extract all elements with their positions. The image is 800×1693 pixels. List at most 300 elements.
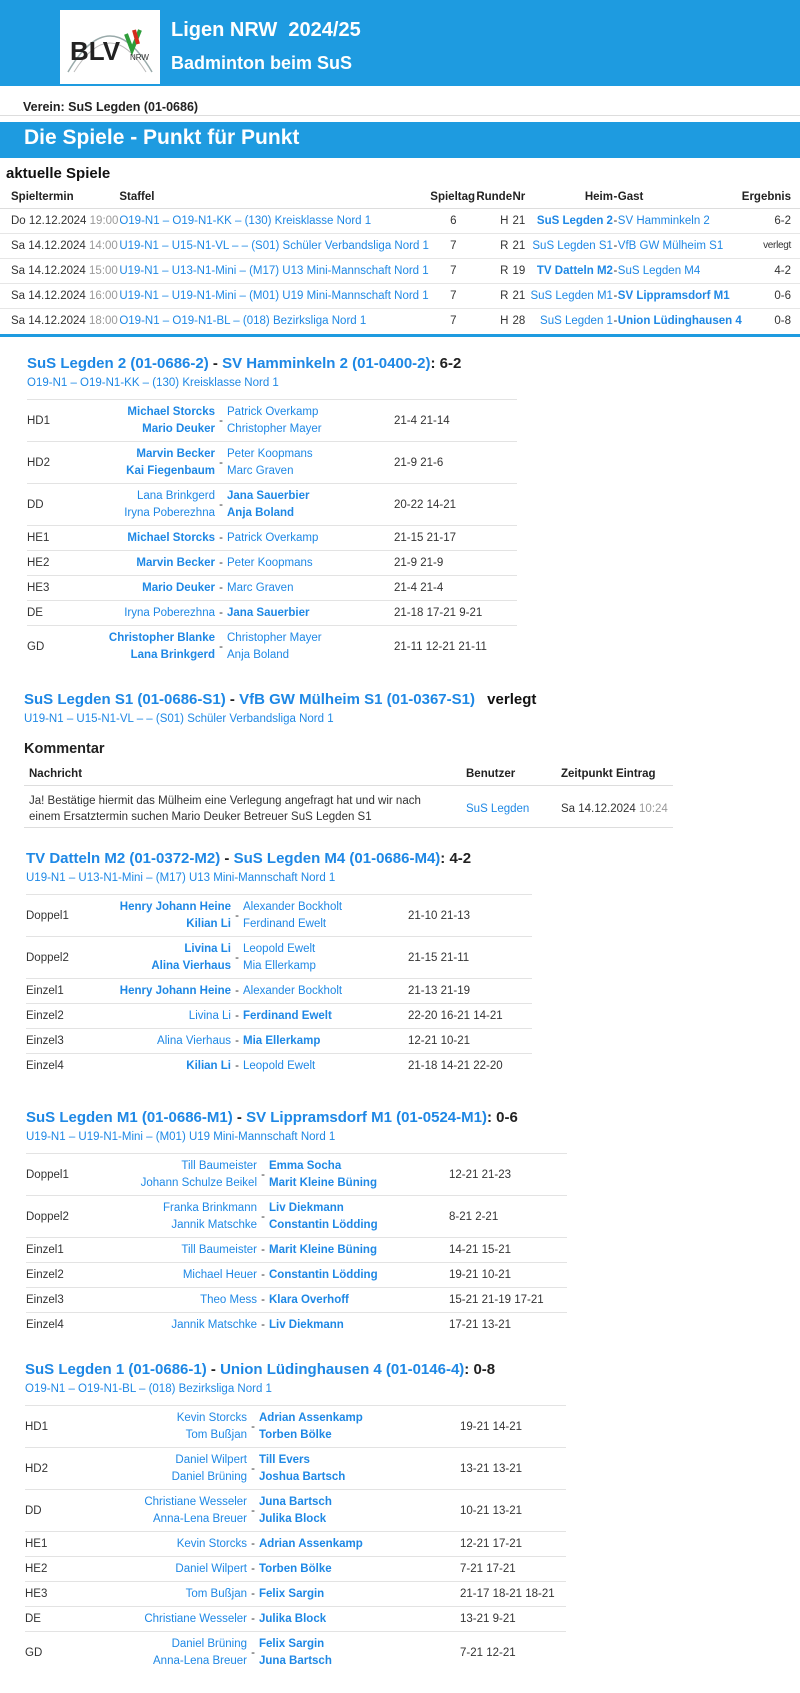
away-player-link[interactable]: Till Evers bbox=[259, 1453, 310, 1466]
match-type: Doppel2 bbox=[26, 937, 101, 979]
home-player-link[interactable]: Iryna Poberezhna bbox=[97, 601, 215, 626]
row-ergebnis-link[interactable]: 0-8 bbox=[774, 314, 791, 327]
home-player-link[interactable]: Michael Storcks bbox=[127, 405, 215, 418]
game-staffel-link[interactable]: U19-N1 – U15-N1-VL – – (S01) Schüler Verbandsliga Nord 1 bbox=[24, 713, 334, 725]
match-type: HD2 bbox=[25, 1448, 110, 1490]
away-player-link[interactable]: Christopher Mayer bbox=[227, 422, 322, 435]
row-dash: - bbox=[613, 283, 618, 308]
row-nr: 19 bbox=[512, 258, 527, 283]
blv-logo[interactable] bbox=[60, 10, 160, 84]
section-divider bbox=[0, 334, 800, 337]
logo-text: BLV bbox=[70, 36, 121, 66]
match-score: 21-9 21-6 bbox=[394, 442, 517, 484]
row-gast-link[interactable]: Union Lüdinghausen 4 bbox=[617, 314, 742, 327]
match-dash: - bbox=[257, 1154, 269, 1196]
home-player-link[interactable]: Daniel Wilpert bbox=[110, 1557, 247, 1582]
row-time: 19:00 bbox=[89, 214, 119, 227]
match-row bbox=[26, 1196, 567, 1238]
home-player-link[interactable]: Kai Fiegenbaum bbox=[126, 464, 215, 477]
site-subtitle: Badminton beim SuS bbox=[171, 53, 353, 73]
game-detail-table bbox=[26, 894, 532, 1079]
away-player-link[interactable]: Mia Ellerkamp bbox=[243, 1029, 408, 1054]
game-away-link[interactable]: SuS Legden M4 (01-0686-M4) bbox=[233, 850, 441, 867]
match-type: GD bbox=[27, 626, 97, 668]
game-result: : 6-2 bbox=[430, 355, 462, 372]
match-type: HE1 bbox=[25, 1532, 110, 1557]
row-gast-link[interactable]: SuS Legden M4 bbox=[618, 258, 742, 283]
match-score: 22-20 16-21 14-21 bbox=[408, 1004, 532, 1029]
row-spieltag: 6 bbox=[430, 208, 476, 233]
row-heim-link[interactable]: SuS Legden M1 bbox=[527, 283, 613, 308]
col-termin: Spieltermin bbox=[0, 186, 119, 208]
game-detail-table bbox=[26, 1153, 567, 1338]
match-type: Einzel1 bbox=[26, 979, 101, 1004]
col-nachricht: Nachricht bbox=[24, 763, 466, 785]
row-staffel-link[interactable]: O19-N1 – O19-N1-BL – (018) Bezirksliga Nord 1 bbox=[119, 314, 367, 327]
game-home-link[interactable]: SuS Legden 2 (01-0686-2) bbox=[27, 355, 209, 372]
col-zeit: Zeitpunkt Eintrag bbox=[561, 763, 673, 785]
table-row[interactable] bbox=[0, 208, 800, 233]
match-type: Einzel1 bbox=[26, 1238, 101, 1263]
match-dash: - bbox=[231, 1029, 243, 1054]
home-player-link[interactable]: Marvin Becker bbox=[136, 447, 215, 460]
game-home-link[interactable]: SuS Legden S1 (01-0686-S1) bbox=[24, 691, 226, 708]
site-title: Ligen NRW 2024/25 bbox=[171, 19, 361, 41]
row-runde: H bbox=[500, 314, 509, 327]
match-dash: - bbox=[257, 1313, 269, 1338]
home-player-link[interactable]: Michael Heuer bbox=[101, 1263, 257, 1288]
game-block-3 bbox=[26, 850, 800, 1079]
home-player-link[interactable]: Livina Li bbox=[184, 942, 231, 955]
home-player-link[interactable]: Tom Bußjan bbox=[110, 1582, 247, 1607]
kommentar-date: Sa 14.12.2024 bbox=[561, 802, 636, 815]
match-score: 13-21 13-21 bbox=[460, 1448, 566, 1490]
match-row bbox=[26, 1029, 532, 1054]
col-nr: Nr bbox=[512, 186, 527, 208]
away-player-link[interactable]: Adrian Assenkamp bbox=[259, 1532, 460, 1557]
row-runde: R bbox=[476, 283, 512, 308]
row-time: 15:00 bbox=[89, 264, 118, 277]
home-player-link[interactable]: Kevin Storcks bbox=[176, 1411, 247, 1424]
row-date: Do 12.12.2024 bbox=[11, 214, 87, 227]
row-dash: - bbox=[613, 258, 618, 283]
row-time: 14:00 bbox=[89, 239, 118, 252]
match-dash: - bbox=[257, 1288, 269, 1313]
row-dash: - bbox=[613, 233, 618, 258]
kommentar-time: 10:24 bbox=[639, 802, 668, 815]
match-type: Einzel3 bbox=[26, 1029, 101, 1054]
row-date: Sa 14.12.2024 bbox=[11, 314, 86, 327]
match-score: 21-10 21-13 bbox=[408, 895, 532, 937]
away-player-link[interactable]: Felix Sargin bbox=[259, 1582, 460, 1607]
home-player-link[interactable]: Iryna Poberezhna bbox=[124, 506, 215, 519]
match-score: 20-22 14-21 bbox=[394, 484, 517, 526]
away-player-link[interactable]: Peter Koopmans bbox=[227, 551, 394, 576]
match-dash: - bbox=[215, 601, 227, 626]
match-dash: - bbox=[247, 1532, 259, 1557]
home-player-link[interactable]: Jannik Matschke bbox=[171, 1218, 257, 1231]
match-type: DE bbox=[27, 601, 97, 626]
home-player-link[interactable]: Lana Brinkgerd bbox=[137, 489, 215, 502]
match-row bbox=[25, 1607, 566, 1632]
match-dash: - bbox=[231, 1054, 243, 1079]
col-heim: Heim bbox=[527, 186, 613, 208]
kommentar-text: Ja! Bestätige hiermit das Mülheim eine Verlegung angefragt hat und wir nach bbox=[29, 794, 421, 807]
away-player-link[interactable]: Marit Kleine Büning bbox=[269, 1238, 449, 1263]
row-spieltag: 7 bbox=[430, 283, 476, 308]
row-runde: H bbox=[476, 208, 512, 233]
match-dash: - bbox=[215, 626, 227, 668]
away-player-link[interactable]: Alexander Bockholt bbox=[243, 979, 408, 1004]
home-player-link[interactable]: Henry Johann Heine bbox=[119, 900, 231, 913]
away-player-link[interactable]: Emma Socha bbox=[269, 1159, 342, 1172]
game-dash: - bbox=[210, 1361, 216, 1378]
match-type: DE bbox=[25, 1607, 110, 1632]
home-player-link[interactable]: Mario Deuker bbox=[97, 576, 215, 601]
game-home-link[interactable]: SuS Legden M1 (01-0686-M1) bbox=[26, 1109, 233, 1126]
home-player-link[interactable]: Marvin Becker bbox=[97, 551, 215, 576]
away-player-link[interactable]: Julika Block bbox=[259, 1607, 460, 1632]
match-row bbox=[25, 1448, 566, 1490]
match-score: 21-18 17-21 9-21 bbox=[394, 601, 517, 626]
away-player-link[interactable]: Constantin Lödding bbox=[269, 1263, 449, 1288]
game-block-4 bbox=[26, 1109, 800, 1338]
home-player-link[interactable]: Henry Johann Heine bbox=[101, 979, 231, 1004]
home-player-link[interactable]: Anna-Lena Breuer bbox=[153, 1654, 247, 1667]
match-dash: - bbox=[231, 1004, 243, 1029]
home-player-link[interactable]: Anna-Lena Breuer bbox=[153, 1512, 247, 1525]
game-detail-table bbox=[27, 399, 517, 668]
row-ergebnis-link[interactable]: 6-2 bbox=[742, 208, 800, 233]
away-player-link[interactable]: Liv Diekmann bbox=[269, 1313, 449, 1338]
match-score: 17-21 13-21 bbox=[449, 1313, 567, 1338]
away-player-link[interactable]: Christopher Mayer bbox=[227, 631, 322, 644]
match-type: HE1 bbox=[27, 526, 97, 551]
row-dash: - bbox=[613, 314, 618, 327]
kommentar-heading: Kommentar bbox=[24, 741, 105, 757]
away-player-link[interactable]: Felix Sargin bbox=[259, 1637, 325, 1650]
match-row bbox=[27, 551, 517, 576]
match-type: HE2 bbox=[25, 1557, 110, 1582]
match-dash: - bbox=[257, 1263, 269, 1288]
match-row bbox=[26, 1288, 567, 1313]
away-player-link[interactable]: Juna Bartsch bbox=[259, 1495, 332, 1508]
match-score: 7-21 12-21 bbox=[460, 1632, 566, 1674]
row-date: Sa 14.12.2024 bbox=[11, 289, 86, 302]
match-type: Einzel2 bbox=[26, 1004, 101, 1029]
match-dash: - bbox=[231, 937, 243, 979]
match-row bbox=[25, 1532, 566, 1557]
row-ergebnis-link[interactable]: 0-6 bbox=[742, 283, 800, 308]
match-row bbox=[27, 484, 517, 526]
game-verlegt-status: verlegt bbox=[487, 691, 537, 708]
game-dash: - bbox=[224, 850, 230, 867]
col-dash: - bbox=[613, 186, 618, 208]
game-home-link[interactable]: TV Datteln M2 (01-0372-M2) bbox=[26, 850, 221, 867]
match-type: HE2 bbox=[27, 551, 97, 576]
match-score: 21-17 18-21 18-21 bbox=[460, 1582, 566, 1607]
match-score: 21-11 12-21 21-11 bbox=[394, 626, 517, 668]
match-row bbox=[27, 526, 517, 551]
game-detail-table bbox=[25, 1405, 566, 1674]
row-staffel-link[interactable]: U19-N1 – U13-N1-Mini – (M17) U13 Mini-Mannschaft Nord 1 bbox=[119, 258, 430, 283]
match-type: HD1 bbox=[25, 1406, 110, 1448]
away-player-link[interactable]: Julika Block bbox=[259, 1512, 327, 1525]
home-player-link[interactable]: Till Baumeister bbox=[101, 1238, 257, 1263]
away-player-link[interactable]: Marc Graven bbox=[227, 464, 294, 477]
match-row bbox=[26, 895, 532, 937]
game-result: : 4-2 bbox=[440, 850, 472, 867]
match-score: 21-4 21-4 bbox=[394, 576, 517, 601]
away-player-link[interactable]: Juna Bartsch bbox=[259, 1654, 332, 1667]
match-type: DD bbox=[27, 484, 97, 526]
home-player-link[interactable]: Kilian Li bbox=[101, 1054, 231, 1079]
away-player-link[interactable]: Leopold Ewelt bbox=[243, 942, 316, 955]
home-player-link[interactable]: Christiane Wesseler bbox=[110, 1607, 247, 1632]
match-row bbox=[26, 1238, 567, 1263]
game-away-link[interactable]: VfB GW Mülheim S1 (01-0367-S1) bbox=[239, 691, 475, 708]
row-nr: 28 bbox=[512, 314, 526, 327]
row-date: Sa 14.12.2024 bbox=[11, 239, 86, 252]
aktuelle-heading: aktuelle Spiele bbox=[6, 165, 111, 182]
game-staffel-link[interactable]: O19-N1 – O19-N1-BL – (018) Bezirksliga Nord 1 bbox=[25, 1383, 272, 1395]
match-score: 10-21 13-21 bbox=[460, 1490, 566, 1532]
table-row[interactable] bbox=[0, 308, 800, 333]
match-row bbox=[27, 442, 517, 484]
match-row bbox=[27, 400, 517, 442]
match-score: 12-21 21-23 bbox=[449, 1154, 567, 1196]
home-player-link[interactable]: Alina Vierhaus bbox=[101, 1029, 231, 1054]
game-result: : 0-6 bbox=[486, 1109, 518, 1126]
row-staffel-link[interactable]: U19-N1 – U15-N1-VL – – (S01) Schüler Verbandsliga Nord 1 bbox=[119, 233, 430, 258]
kommentar-header-row bbox=[24, 763, 673, 785]
home-player-link[interactable]: Daniel Brüning bbox=[171, 1470, 247, 1483]
match-score: 12-21 17-21 bbox=[460, 1532, 566, 1557]
match-dash: - bbox=[215, 400, 227, 442]
away-player-link[interactable]: Jana Sauerbier bbox=[227, 489, 310, 502]
match-type: Einzel4 bbox=[26, 1313, 101, 1338]
home-player-link[interactable]: Mario Deuker bbox=[142, 422, 215, 435]
match-row bbox=[26, 937, 532, 979]
match-dash: - bbox=[215, 442, 227, 484]
table-row[interactable] bbox=[0, 258, 800, 283]
match-dash: - bbox=[231, 979, 243, 1004]
row-spieltag: 7 bbox=[430, 233, 476, 258]
match-row bbox=[26, 979, 532, 1004]
home-player-link[interactable]: Alina Vierhaus bbox=[151, 959, 231, 972]
game-dash: - bbox=[212, 355, 218, 372]
match-score: 19-21 10-21 bbox=[449, 1263, 567, 1288]
home-player-link[interactable]: Lana Brinkgerd bbox=[130, 648, 215, 661]
match-row bbox=[26, 1054, 532, 1079]
match-dash: - bbox=[247, 1406, 259, 1448]
match-type: Doppel2 bbox=[26, 1196, 101, 1238]
row-heim-link[interactable]: SuS Legden 2 bbox=[527, 208, 613, 233]
page-banner: Die Spiele - Punkt für Punkt bbox=[0, 122, 800, 158]
away-player-link[interactable]: Ferdinand Ewelt bbox=[243, 917, 327, 930]
match-type: Einzel3 bbox=[26, 1288, 101, 1313]
match-dash: - bbox=[215, 526, 227, 551]
match-dash: - bbox=[257, 1238, 269, 1263]
logo-sub: NRW bbox=[130, 53, 149, 62]
home-player-link[interactable]: Daniel Brüning bbox=[171, 1637, 247, 1650]
game-dash: - bbox=[229, 691, 235, 708]
away-player-link[interactable]: Patrick Overkamp bbox=[227, 526, 394, 551]
table-header-row bbox=[0, 186, 800, 208]
match-row bbox=[26, 1263, 567, 1288]
away-player-link[interactable]: Liv Diekmann bbox=[269, 1201, 344, 1214]
table-row[interactable] bbox=[0, 283, 800, 308]
match-dash: - bbox=[257, 1196, 269, 1238]
away-player-link[interactable]: Joshua Bartsch bbox=[259, 1470, 346, 1483]
match-row bbox=[27, 601, 517, 626]
match-score: 19-21 14-21 bbox=[460, 1406, 566, 1448]
match-score: 21-15 21-17 bbox=[394, 526, 517, 551]
kommentar-row bbox=[24, 785, 673, 827]
row-runde: R bbox=[476, 258, 512, 283]
match-row bbox=[25, 1557, 566, 1582]
row-gast-link[interactable]: VfB GW Mülheim S1 bbox=[618, 233, 742, 258]
home-player-link[interactable]: Daniel Wilpert bbox=[175, 1453, 247, 1466]
away-player-link[interactable]: Marit Kleine Büning bbox=[269, 1176, 377, 1189]
match-type: Doppel1 bbox=[26, 1154, 101, 1196]
home-player-link[interactable]: Theo Mess bbox=[101, 1288, 257, 1313]
verein-label: Verein: SuS Legden (01-0686) bbox=[0, 86, 800, 116]
col-spieltag: Spieltag bbox=[430, 186, 476, 208]
match-dash: - bbox=[247, 1557, 259, 1582]
home-player-link[interactable]: Michael Storcks bbox=[97, 526, 215, 551]
row-staffel-link[interactable]: U19-N1 – U19-N1-Mini – (M01) U19 Mini-Mannschaft Nord 1 bbox=[119, 283, 430, 308]
away-player-link[interactable]: Anja Boland bbox=[227, 506, 295, 519]
game-home-link[interactable]: SuS Legden 1 (01-0686-1) bbox=[25, 1361, 207, 1378]
away-player-link[interactable]: Torben Bölke bbox=[259, 1557, 460, 1582]
game-staffel-link[interactable]: U19-N1 – U13-N1-Mini – (M17) U13 Mini-Mannschaft Nord 1 bbox=[26, 872, 336, 884]
away-player-link[interactable]: Klara Overhoff bbox=[269, 1288, 449, 1313]
home-player-link[interactable]: Jannik Matschke bbox=[101, 1313, 257, 1338]
row-spieltag: 7 bbox=[450, 314, 457, 327]
game-staffel-link[interactable]: O19-N1 – O19-N1-KK – (130) Kreisklasse Nord 1 bbox=[27, 377, 279, 389]
game-away-link[interactable]: Union Lüdinghausen 4 (01-0146-4) bbox=[220, 1361, 465, 1378]
row-gast-link[interactable]: SV Lippramsdorf M1 bbox=[618, 283, 742, 308]
home-player-link[interactable]: Kilian Li bbox=[186, 917, 231, 930]
match-dash: - bbox=[215, 576, 227, 601]
away-player-link[interactable]: Peter Koopmans bbox=[227, 447, 313, 460]
table-row[interactable] bbox=[0, 233, 800, 258]
row-heim-link[interactable]: TV Datteln M2 bbox=[527, 258, 613, 283]
away-player-link[interactable]: Marc Graven bbox=[227, 576, 394, 601]
match-type: Einzel4 bbox=[26, 1054, 101, 1079]
home-player-link[interactable]: Christiane Wesseler bbox=[144, 1495, 247, 1508]
site-header bbox=[0, 0, 800, 86]
match-dash: - bbox=[215, 484, 227, 526]
home-player-link[interactable]: Tom Bußjan bbox=[185, 1428, 247, 1441]
game-block-2 bbox=[24, 691, 800, 828]
row-time: 18:00 bbox=[89, 314, 118, 327]
game-away-link[interactable]: SV Lippramsdorf M1 (01-0524-M1) bbox=[246, 1109, 487, 1126]
row-heim-link[interactable]: SuS Legden S1 bbox=[527, 233, 613, 258]
match-score: 21-9 21-9 bbox=[394, 551, 517, 576]
row-dash: - bbox=[613, 208, 618, 233]
col-runde: Runde bbox=[476, 186, 512, 208]
match-dash: - bbox=[231, 895, 243, 937]
row-nr: 21 bbox=[512, 208, 527, 233]
match-row bbox=[25, 1406, 566, 1448]
match-score: 21-4 21-14 bbox=[394, 400, 517, 442]
away-player-link[interactable]: Jana Sauerbier bbox=[227, 601, 394, 626]
match-row bbox=[26, 1154, 567, 1196]
match-row bbox=[26, 1004, 532, 1029]
row-ergebnis-link[interactable]: 4-2 bbox=[742, 258, 800, 283]
match-score: 21-15 21-11 bbox=[408, 937, 532, 979]
match-dash: - bbox=[247, 1490, 259, 1532]
match-score: 15-21 21-19 17-21 bbox=[449, 1288, 567, 1313]
away-player-link[interactable]: Torben Bölke bbox=[259, 1428, 332, 1441]
away-player-link[interactable]: Adrian Assenkamp bbox=[259, 1411, 363, 1424]
match-score: 12-21 10-21 bbox=[408, 1029, 532, 1054]
home-player-link[interactable]: Franka Brinkmann bbox=[163, 1201, 257, 1214]
match-type: HD2 bbox=[27, 442, 97, 484]
match-type: HE3 bbox=[27, 576, 97, 601]
match-dash: - bbox=[247, 1582, 259, 1607]
game-block-1 bbox=[27, 355, 800, 668]
away-player-link[interactable]: Anja Boland bbox=[227, 648, 290, 661]
match-score: 21-13 21-19 bbox=[408, 979, 532, 1004]
kommentar-benutzer-link[interactable]: SuS Legden bbox=[466, 785, 561, 827]
match-score: 14-21 15-21 bbox=[449, 1238, 567, 1263]
match-dash: - bbox=[247, 1448, 259, 1490]
row-gast-link[interactable]: SV Hamminkeln 2 bbox=[618, 208, 742, 233]
match-row bbox=[25, 1582, 566, 1607]
kommentar-text: einem Ersatztermin suchen Mario Deuker Betreuer SuS Legden S1 bbox=[29, 810, 372, 823]
row-nr: 21 bbox=[512, 233, 527, 258]
row-heim-link[interactable]: SuS Legden 1 bbox=[540, 314, 613, 327]
match-row bbox=[26, 1313, 567, 1338]
match-row bbox=[27, 626, 517, 668]
away-player-link[interactable]: Alexander Bockholt bbox=[243, 900, 343, 913]
game-staffel-link[interactable]: U19-N1 – U19-N1-Mini – (M01) U19 Mini-Mannschaft Nord 1 bbox=[26, 1131, 336, 1143]
row-staffel-link[interactable]: O19-N1 – O19-N1-KK – (130) Kreisklasse Nord 1 bbox=[119, 208, 430, 233]
home-player-link[interactable]: Johann Schulze Beikel bbox=[140, 1176, 257, 1189]
match-dash: - bbox=[215, 551, 227, 576]
row-runde: R bbox=[476, 233, 512, 258]
home-player-link[interactable]: Kevin Storcks bbox=[110, 1532, 247, 1557]
game-block-5 bbox=[25, 1361, 800, 1674]
row-ergebnis-link[interactable]: verlegt bbox=[742, 233, 800, 258]
away-player-link[interactable]: Leopold Ewelt bbox=[243, 1054, 408, 1079]
match-dash: - bbox=[247, 1632, 259, 1674]
col-ergebnis: Ergebnis bbox=[742, 186, 800, 208]
kommentar-table bbox=[24, 763, 673, 828]
away-player-link[interactable]: Ferdinand Ewelt bbox=[243, 1004, 408, 1029]
home-player-link[interactable]: Christopher Blanke bbox=[108, 631, 215, 644]
match-type: Doppel1 bbox=[26, 895, 101, 937]
col-benutzer: Benutzer bbox=[466, 763, 561, 785]
match-score: 13-21 9-21 bbox=[460, 1607, 566, 1632]
home-player-link[interactable]: Livina Li bbox=[101, 1004, 231, 1029]
match-type: GD bbox=[25, 1632, 110, 1674]
home-player-link[interactable]: Till Baumeister bbox=[181, 1159, 257, 1172]
game-dash: - bbox=[236, 1109, 242, 1126]
match-row bbox=[25, 1490, 566, 1532]
match-score: 8-21 2-21 bbox=[449, 1196, 567, 1238]
away-player-link[interactable]: Patrick Overkamp bbox=[227, 405, 319, 418]
match-row bbox=[25, 1632, 566, 1674]
row-nr: 21 bbox=[512, 283, 527, 308]
away-player-link[interactable]: Constantin Lödding bbox=[269, 1218, 378, 1231]
match-score: 7-21 17-21 bbox=[460, 1557, 566, 1582]
away-player-link[interactable]: Mia Ellerkamp bbox=[243, 959, 316, 972]
game-away-link[interactable]: SV Hamminkeln 2 (01-0400-2) bbox=[222, 355, 431, 372]
